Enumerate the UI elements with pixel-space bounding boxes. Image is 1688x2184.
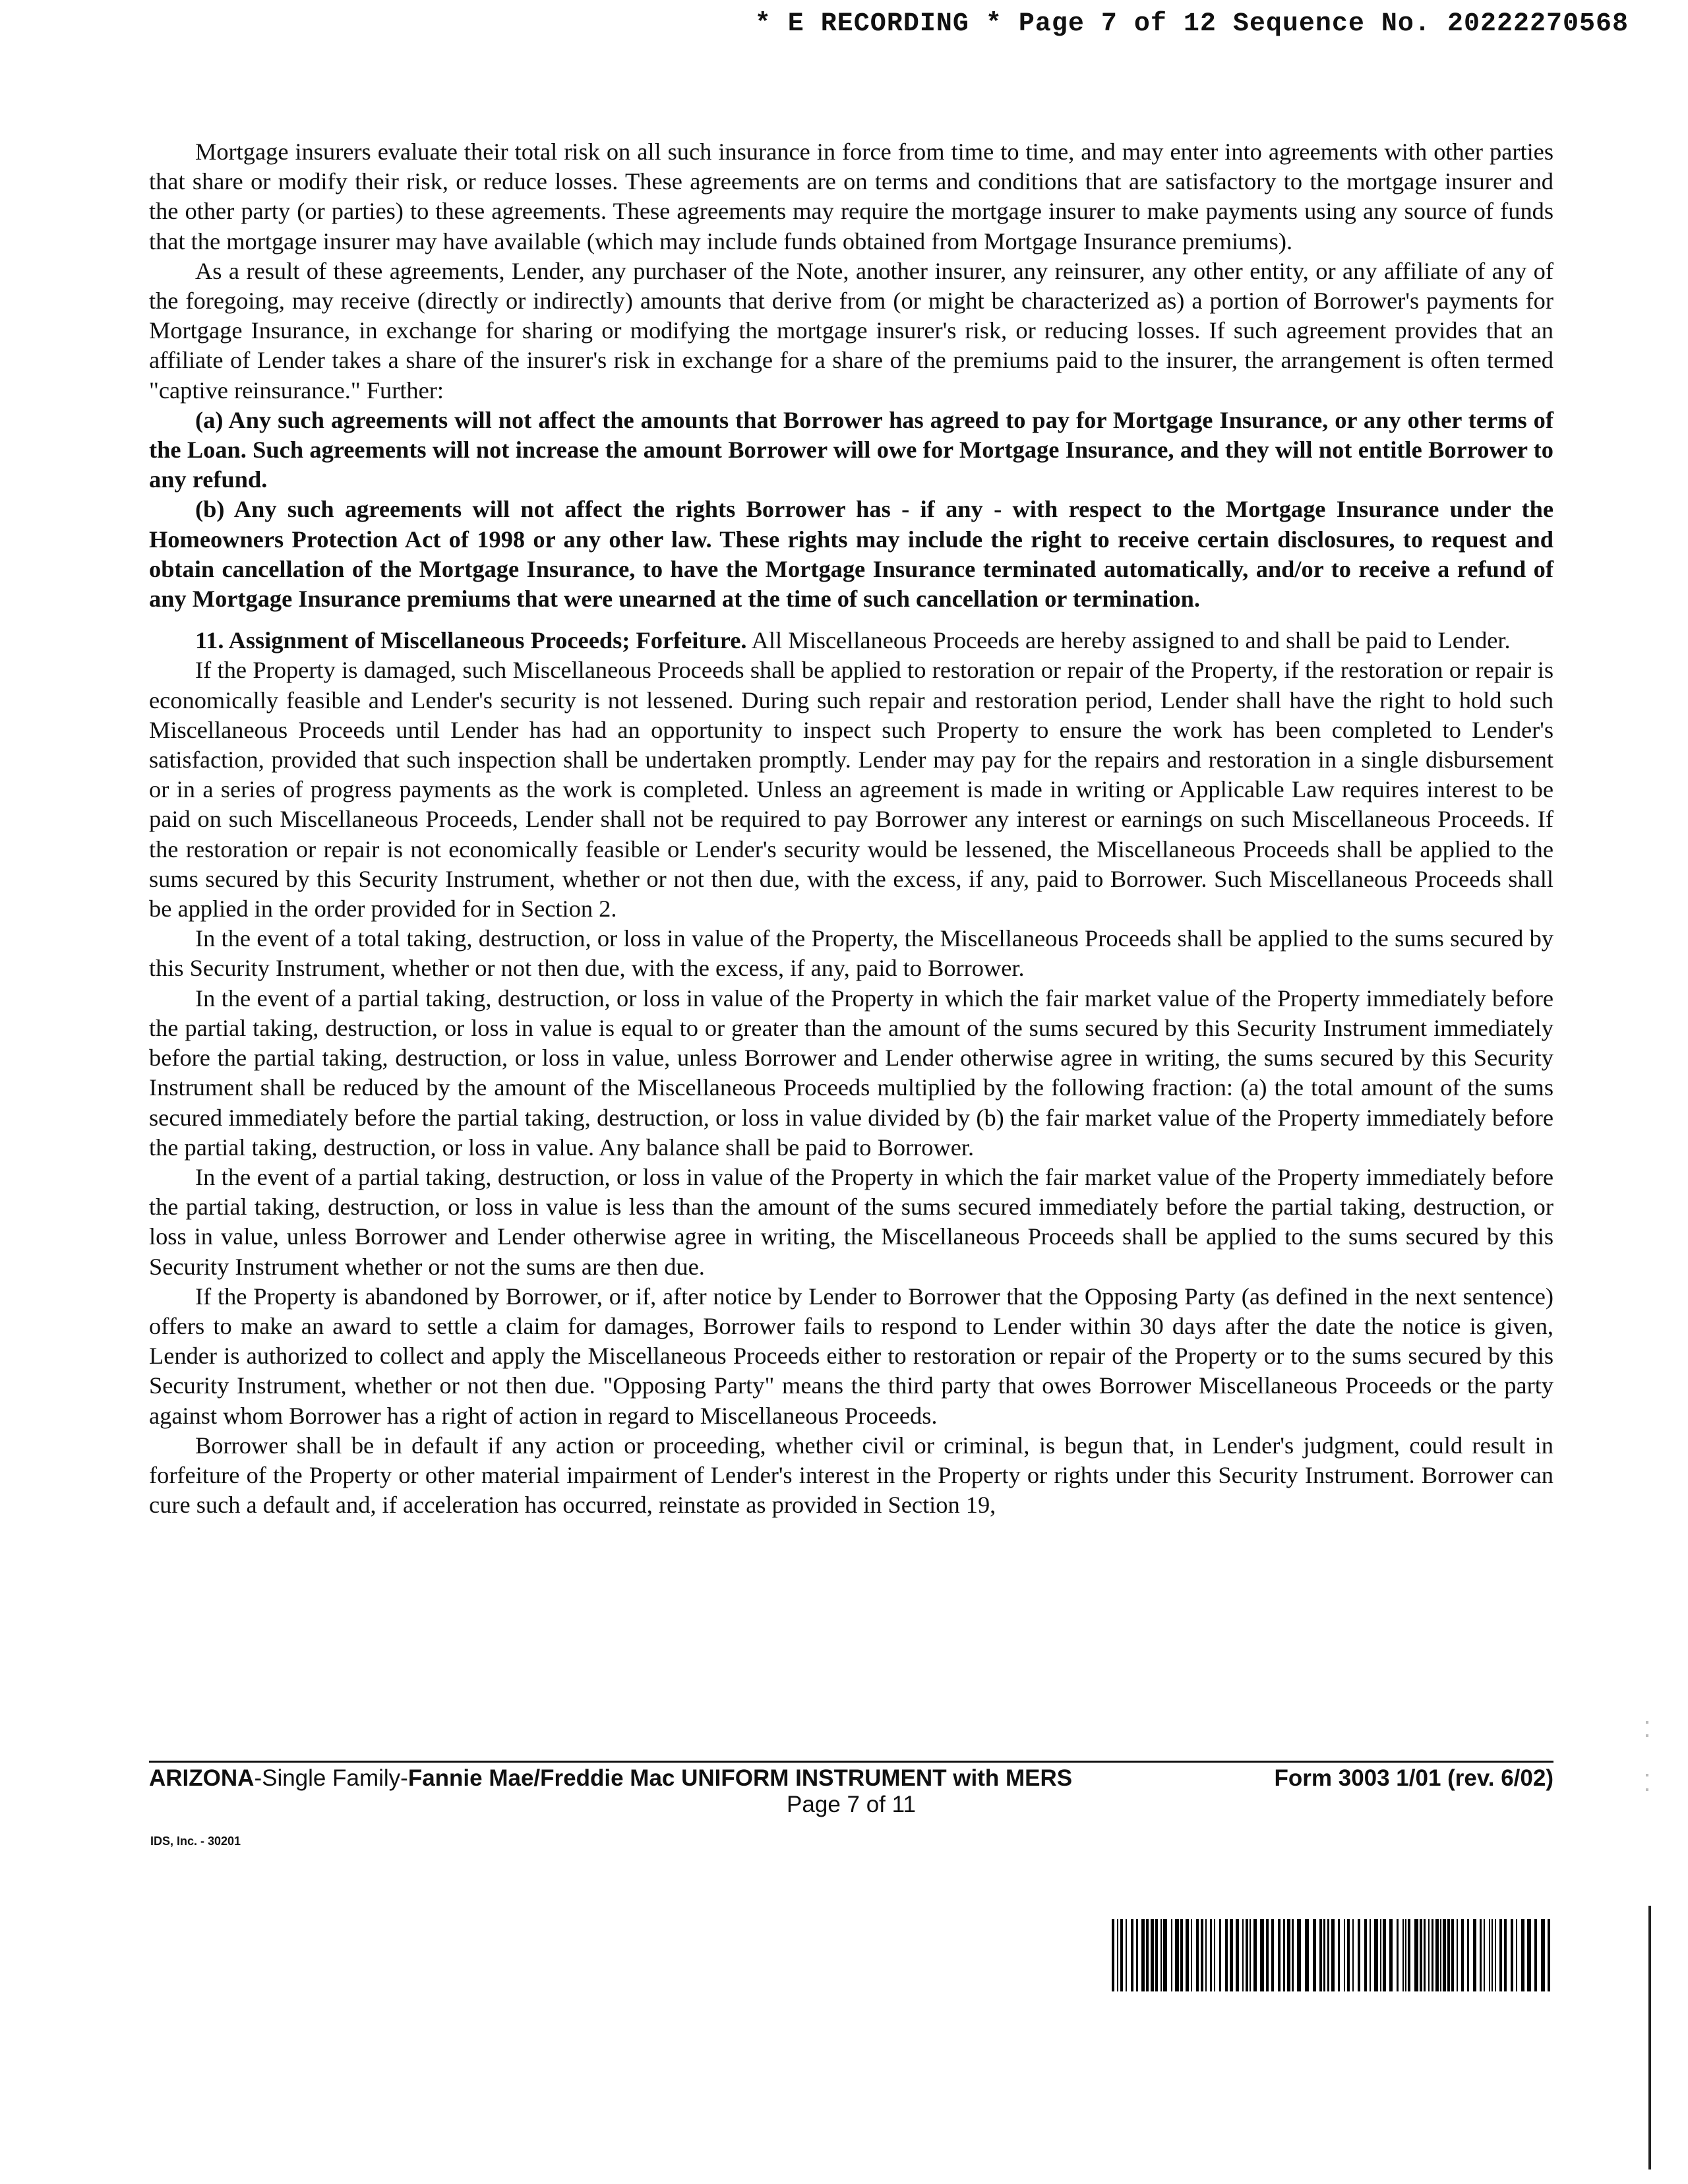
barcode-bar — [1374, 1919, 1378, 1991]
barcode-bar — [1516, 1919, 1517, 1991]
barcode-bar — [1432, 1919, 1433, 1991]
barcode-bar — [1435, 1919, 1439, 1991]
barcode-bar — [1236, 1919, 1239, 1991]
scan-speck — [1646, 1721, 1648, 1724]
paragraph-clause-b: (b) Any such agreements will not affect the rights Borrower has - if any - with respect to the Mortgage Insurance under the Homeowners Protection Act of 1998 or any other law. These rights may include the right to receive certain disclosures, to request and obtain cancellation of the Mortgage Insurance, to have the Mortgage Insurance terminated automatically, and/or to receive a refund of any Mortgage Insurance premiums that were unearned at the time of such cancellation or termination. — [149, 496, 1553, 613]
form-number: Form 3003 1/01 (rev. 6/02) — [1274, 1765, 1553, 1791]
barcode-bar — [1443, 1919, 1446, 1991]
paragraph-property-abandoned: If the Property is abandoned by Borrower, or if, after notice by Lender to Borrower that the Opposing Party (as defined in the next sentence) offers to make an award to settle a claim for damages, Borrower fails to respond to Lender within 30 days after the date the notice is given, Lender is authorized to collect and apply the Miscellaneous Proceeds either to restoration or repair of the Property or to the sums secured by this Security Instrument, whether or not then due. "Opposing Party" means the third party that owes Borrower Miscellaneous Proceeds or the party against whom Borrower has a right of action in regard to Miscellaneous Proceeds. — [149, 1283, 1553, 1429]
barcode-bar — [1473, 1919, 1476, 1991]
barcode-bar — [1151, 1919, 1154, 1991]
barcode-bar — [1480, 1919, 1482, 1991]
barcode-bar — [1319, 1919, 1322, 1991]
barcode-bar — [1461, 1919, 1464, 1991]
barcode-bar — [1414, 1919, 1418, 1991]
barcode-bar — [1180, 1919, 1183, 1991]
barcode-bar — [1186, 1919, 1189, 1991]
barcode-bar — [1402, 1919, 1404, 1991]
barcode-bar — [1428, 1919, 1430, 1991]
barcode-bar — [1370, 1919, 1371, 1991]
paragraph-captive-reinsurance: As a result of these agreements, Lender, any purchaser of the Note, another insurer, any reinsurer, any other entity, or any affiliate of any of the foregoing, may receive (directly or indirectly) amounts that derive from (or might be characterized as) a portion of Borrower's payments for Mortgage Insurance, in exchange for sharing or modifying the mortgage insurer's risk, or reducing losses. If such agreement provides that an affiliate of Lender takes a share of the insurer's risk in exchange for a share of the premiums paid to the insurer, the arrangement is often termed "captive reinsurance." Further: — [149, 257, 1553, 404]
barcode-bar — [1225, 1919, 1228, 1991]
form-footer — [149, 1765, 1553, 1792]
document-body — [149, 137, 1553, 1520]
paragraph-property-damaged: If the Property is damaged, such Miscellaneous Proceeds shall be applied to restoration or repair of the Property, if the restoration or repair is economically feasible and Lender's security is not lessened. During such repair and restoration period, Lender shall have the right to hold such Miscellaneous Proceeds until Lender has had an opportunity to inspect such Property to ensure the work has been completed to Lender's satisfaction, provided that such inspection shall be undertaken promptly. Lender may pay for the repairs and restoration in a single disbursement or in a series of progress payments as the work is completed. Unless an agreement is made in writing or Applicable Law requires interest to be paid on such Miscellaneous Proceeds, Lender shall not be required to pay Borrower any interest or earnings on such Miscellaneous Proceeds. If the restoration or repair is not economically feasible or Lender's security would be lessened, the Miscellaneous Proceeds shall be applied to the sums secured by this Security Instrument, whether or not then due, with the excess, if any, paid to Borrower. Such Miscellaneous Proceeds shall be applied in the order provided for in Section 2. — [149, 657, 1553, 923]
barcode-bar — [1521, 1919, 1524, 1991]
paragraph-borrower-default: Borrower shall be in default if any action or proceeding, whether civil or criminal, is begun that, in Lender's judgment, could result in forfeiture of the Property or other material impairment of Lender's interest in the Property or rights under this Security Instrument. Borrower can cure such a default and, if acceleration has occurred, reinstate as provided in Section 19, — [149, 1432, 1553, 1519]
barcode-bar — [1380, 1919, 1381, 1991]
barcode-bar — [1305, 1919, 1309, 1991]
barcode-bar — [1451, 1919, 1454, 1991]
paragraph-partial-taking-greater: In the event of a partial taking, destruction, or loss in value of the Property in which the fair market value of the Property immediately before the partial taking, destruction, or loss in value is equal to or greater than the amount of the sums secured by this Security Instrument immediately before the partial taking, destruction, or loss in value, unless Borrower and Lender otherwise agree in writing, the sums secured by this Security Instrument shall be reduced by the amount of the Miscellaneous Proceeds multiplied by the following fraction: (a) the total amount of the sums secured immediately before the partial taking, destruction, or loss in value divided by (b) the fair market value of the Property immediately before the partial taking, destruction, or loss in value. Any balance shall be paid to Borrower. — [149, 985, 1553, 1161]
barcode-bar — [1175, 1919, 1179, 1991]
barcode-bar — [1323, 1919, 1325, 1991]
barcode-bar — [1196, 1919, 1199, 1991]
scan-edge-line — [1648, 1906, 1651, 2169]
form-family: -Single Family- — [254, 1765, 408, 1791]
barcode-bar — [1364, 1919, 1367, 1991]
barcode-bar — [1504, 1919, 1507, 1991]
section-11-heading-paragraph — [149, 626, 1553, 655]
barcode-bar — [1230, 1919, 1233, 1991]
form-title — [149, 1765, 1072, 1792]
barcode-bar — [1171, 1919, 1172, 1991]
barcode-bar — [1484, 1919, 1485, 1991]
barcode-bar — [1126, 1919, 1127, 1991]
barcode-bar — [1131, 1919, 1133, 1991]
barcode-bar — [1266, 1919, 1269, 1991]
section-11-intro: All Miscellaneous Proceeds are hereby assigned to and shall be paid to Lender. — [751, 627, 1511, 654]
barcode-bar — [1287, 1919, 1290, 1991]
barcode-bar — [1155, 1919, 1158, 1991]
barcode-bar — [1191, 1919, 1192, 1991]
barcode-bar — [1534, 1919, 1537, 1991]
barcode-bar — [1499, 1919, 1502, 1991]
barcode-bar — [1163, 1919, 1167, 1991]
barcode-bar — [1250, 1919, 1251, 1991]
barcode-bar — [1527, 1919, 1531, 1991]
barcode-bar — [1447, 1919, 1450, 1991]
barcode-bar — [1347, 1919, 1350, 1991]
barcode-bar — [1344, 1919, 1345, 1991]
barcode-bar — [1201, 1919, 1203, 1991]
barcode-bar — [1278, 1919, 1281, 1991]
barcode-bar — [1338, 1919, 1340, 1991]
paragraph-partial-taking-less: In the event of a partial taking, destruction, or loss in value of the Property in which the fair market value of the Property immediately before the partial taking, destruction, or loss in value is less than the amount of the sums secured immediately before the partial taking, destruction, or loss in value, unless Borrower and Lender otherwise agree in writing, the Miscellaneous Proceeds shall be applied to the sums secured by this Security Instrument whether or not the sums are then due. — [149, 1163, 1553, 1280]
barcode-bar — [1120, 1919, 1123, 1991]
barcode-bar — [1112, 1919, 1114, 1991]
barcode-bar — [1210, 1919, 1212, 1991]
barcode-bar — [1297, 1919, 1301, 1991]
barcode-bar — [1495, 1919, 1496, 1991]
barcode-image — [1112, 1919, 1553, 1991]
barcode-bar — [1541, 1919, 1545, 1991]
paragraph-insurers-risk: Mortgage insurers evaluate their total risk on all such insurance in force from time to time, and may enter into agreements with other parties that share or modify their risk, or reduce losses. These agreements are on terms and conditions that are satisfactory to the mortgage insurer and the other party (or parties) to these agreements. These agreements may require the mortgage insurer to make payments using any source of funds that the mortgage insurer may have available (which may include funds obtained from Mortgage Insurance premiums). — [149, 138, 1553, 255]
barcode-bar — [1489, 1919, 1490, 1991]
barcode-bar — [1511, 1919, 1513, 1991]
recording-stamp: * E RECORDING * Page 7 of 12 Sequence No. 20222270568 — [754, 9, 1629, 39]
barcode-bar — [1136, 1919, 1138, 1991]
barcode-bar — [1292, 1919, 1294, 1991]
paragraph-clause-a: (a) Any such agreements will not affect the amounts that Borrower has agreed to pay for Mortgage Insurance, or any other terms of the Loan. Such agreements will not increase the amount Borrower will owe for Mortgage Insurance, and they will not entitle Borrower to any refund. — [149, 406, 1553, 493]
barcode-bar — [1420, 1919, 1422, 1991]
barcode-bar — [1313, 1919, 1316, 1991]
scan-speck — [1646, 1788, 1648, 1791]
barcode-bar — [1358, 1919, 1360, 1991]
barcode-bar — [1331, 1919, 1335, 1991]
barcode-bar — [1219, 1919, 1221, 1991]
barcode-bar — [1548, 1919, 1550, 1991]
section-11-title: 11. Assignment of Miscellaneous Proceeds; Forfeiture. — [195, 627, 747, 654]
barcode-bar — [1117, 1919, 1118, 1991]
form-state: ARIZONA — [149, 1765, 255, 1791]
barcode-bar — [1383, 1919, 1386, 1991]
scan-speck — [1646, 1734, 1648, 1737]
barcode-bar — [1389, 1919, 1393, 1991]
barcode-bar — [1242, 1919, 1244, 1991]
ids-code: IDS, Inc. - 30201 — [150, 1835, 241, 1848]
paragraph-total-taking: In the event of a total taking, destruction, or loss in value of the Property, the Miscellaneous Proceeds shall be applied to the sums secured by this Security Instrument, whether or not then due, with the excess, if any, paid to Borrower. — [149, 925, 1553, 982]
barcode-bar — [1160, 1919, 1162, 1991]
barcode-bar — [1283, 1919, 1285, 1991]
barcode-bar — [1424, 1919, 1426, 1991]
barcode-bar — [1253, 1919, 1257, 1991]
form-instrument: Fannie Mae/Freddie Mac UNIFORM INSTRUMENT with MERS — [407, 1765, 1073, 1791]
barcode-bar — [1205, 1919, 1207, 1991]
barcode-bar — [1271, 1919, 1274, 1991]
barcode-bar — [1467, 1919, 1469, 1991]
barcode-bar — [1457, 1919, 1458, 1991]
barcode-bar — [1397, 1919, 1399, 1991]
barcode-bar — [1408, 1919, 1410, 1991]
barcode-bar — [1146, 1919, 1149, 1991]
barcode-bar — [1260, 1919, 1264, 1991]
page-number: Page 7 of 11 — [787, 1792, 916, 1817]
barcode-bar — [1492, 1919, 1493, 1991]
barcode-bar — [1352, 1919, 1354, 1991]
footer-divider — [149, 1761, 1553, 1763]
barcode-bar — [1405, 1919, 1406, 1991]
scan-speck — [1646, 1774, 1648, 1776]
barcode-bar — [1440, 1919, 1441, 1991]
barcode-bar — [1246, 1919, 1248, 1991]
barcode-bar — [1214, 1919, 1215, 1991]
barcode-bar — [1141, 1919, 1145, 1991]
barcode-bar — [1327, 1919, 1329, 1991]
